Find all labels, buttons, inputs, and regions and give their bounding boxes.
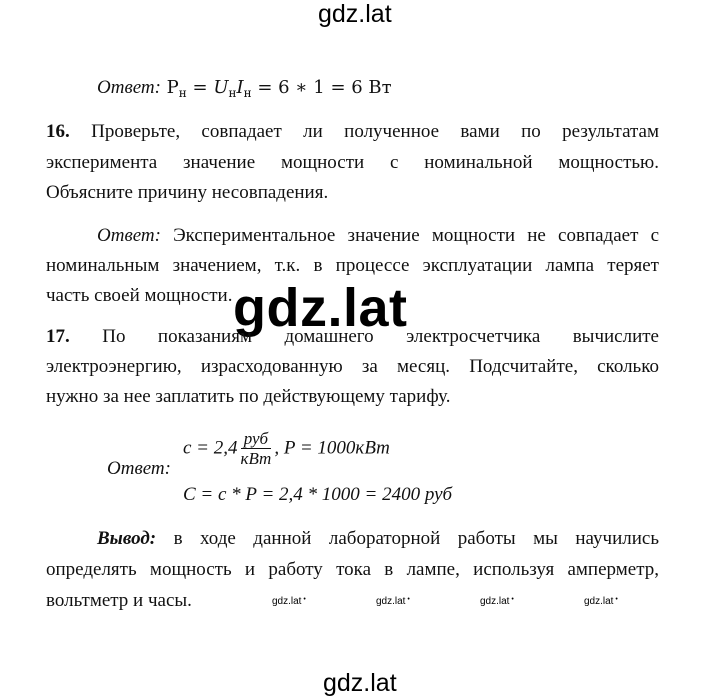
conclusion-label: Вывод:: [97, 528, 157, 549]
conclusion-line-3: вольтметр и часы.: [46, 590, 192, 611]
nominal-subscript: н: [178, 86, 187, 100]
answer-label: Ответ:: [97, 77, 161, 98]
formula-result: = 6 ∗ 1 = 6 Вт: [251, 77, 392, 98]
watermark-small-4: gdz.lat •: [584, 596, 618, 607]
question-text: Проверьте, совпадает ли полученное вами по результатам: [91, 121, 659, 142]
fraction-numerator: руб: [241, 430, 272, 449]
conclusion-line-2: определять мощность и работу тока в лампе, используя амперметр,: [46, 559, 659, 580]
answer-text: Экспериментальное значение мощности не совпадает с: [173, 225, 660, 246]
question-16-line-1: [46, 122, 659, 141]
answer-17-label: Ответ:: [107, 458, 171, 479]
question-17-line-2: электроэнергию, израсходованную за месяц. Подсчитайте, сколько: [46, 356, 659, 377]
nominal-subscript: н: [243, 86, 252, 100]
watermark-top: gdz.lat: [318, 0, 392, 28]
watermark-center: gdz.lat: [233, 278, 408, 338]
watermark-bottom: gdz.lat: [323, 669, 397, 697]
question-number: 17.: [46, 326, 70, 347]
answer-16-line-3: часть своей мощности.: [46, 285, 233, 306]
tariff-formula: [183, 430, 390, 468]
voltage-symbol: U: [213, 77, 229, 98]
fraction-denominator: кВт: [240, 448, 272, 468]
watermark-small-1: gdz.lat •: [272, 596, 306, 607]
cost-formula: C = c * P = 2,4 * 1000 = 2400 руб: [183, 484, 453, 505]
tariff-right: , P = 1000кВт: [274, 437, 390, 459]
current-symbol: I: [236, 77, 244, 98]
question-16-line-3: Объясните причину несовпадения.: [46, 182, 329, 203]
question-17-line-3: нужно за нее заплатить по действующему тарифу.: [46, 386, 451, 407]
watermark-small-3: gdz.lat •: [480, 596, 514, 607]
question-number: 16.: [46, 121, 70, 142]
answer-15-formula: Ответ: $P_н = U_нI_н = 6$ ∗ 1 = 6 Вт: [97, 77, 392, 100]
conclusion-line-1: [97, 529, 659, 548]
question-16-line-2: эксперимента значение мощности с номинальной мощностью.: [46, 152, 659, 173]
answer-16-line-1: [97, 226, 659, 245]
question-17-line-1: [46, 327, 659, 346]
tariff-left: c = 2,4: [183, 437, 238, 459]
answer-16-line-2: номинальным значением, т.к. в процессе эксплуатации лампа теряет: [46, 255, 659, 276]
conclusion-text: в ходе данной лабораторной работы мы научились: [173, 528, 659, 549]
power-symbol: P: [166, 77, 179, 98]
question-text: По показаниям домашнего электросчетчика вычислите: [102, 326, 659, 347]
watermark-small-2: gdz.lat •: [376, 596, 410, 607]
answer-label: Ответ:: [97, 225, 161, 246]
unit-fraction: [241, 430, 272, 468]
nominal-subscript: н: [228, 86, 237, 100]
